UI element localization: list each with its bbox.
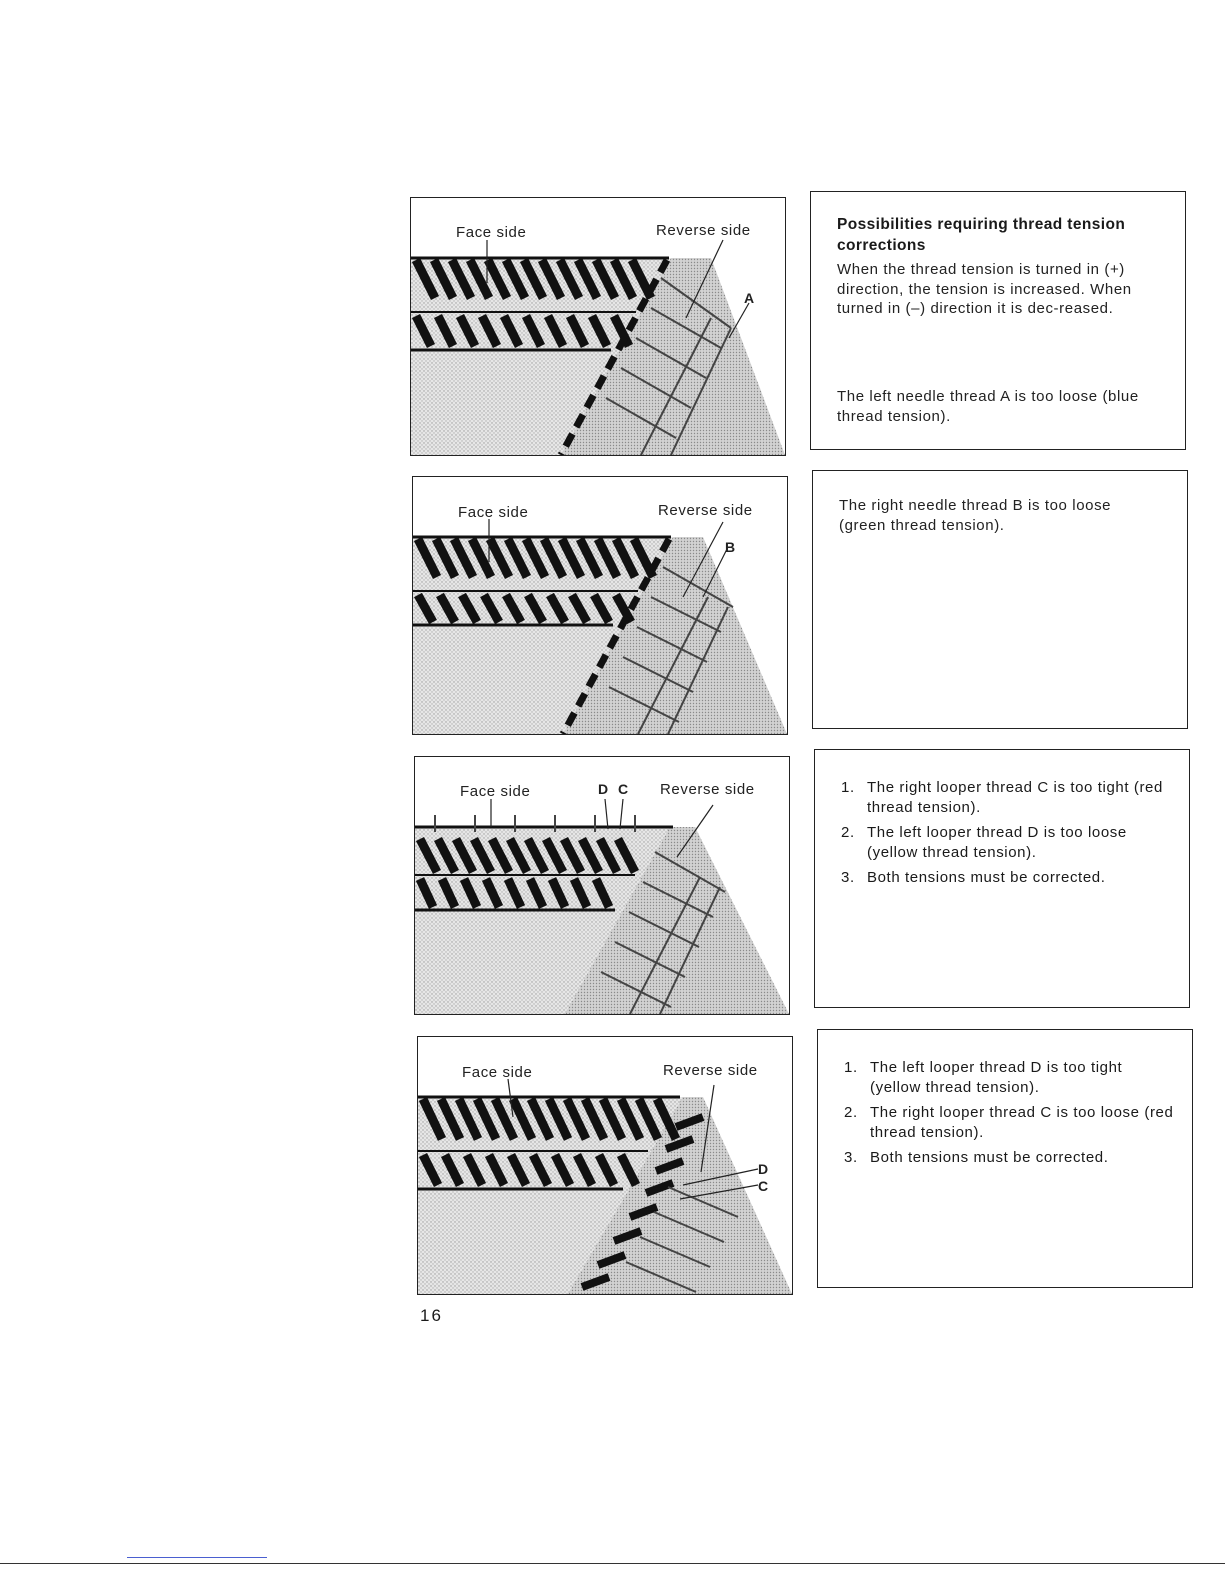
list-item — [841, 778, 1171, 817]
item-number: 3. — [841, 869, 855, 886]
bottom-rule — [0, 1563, 1225, 1564]
item-text: The right looper thread C is too tight (red thread tension). — [867, 779, 1163, 816]
face-side-label: Face side — [460, 783, 531, 800]
item-number: 2. — [844, 1104, 858, 1121]
item-number: 1. — [841, 779, 855, 796]
face-side-label: Face side — [456, 224, 527, 241]
thread-letter-d: D — [758, 1161, 769, 1177]
item-text: The left looper thread D is too tight (yellow thread tension). — [870, 1059, 1123, 1096]
reverse-side-label: Reverse side — [658, 502, 753, 519]
reverse-side-label: Reverse side — [660, 781, 755, 798]
item-number: 1. — [844, 1059, 858, 1076]
tension-info-panel-2 — [812, 470, 1188, 729]
list-item — [844, 1148, 1174, 1168]
face-side-label: Face side — [458, 504, 529, 521]
thread-letter-c: C — [758, 1178, 769, 1194]
tension-list — [841, 778, 1171, 894]
list-item — [844, 1103, 1174, 1142]
panel-note: The right needle thread B is too loose (green thread tension). — [839, 497, 1112, 534]
reverse-side-label: Reverse side — [663, 1062, 758, 1079]
thread-letter-c: C — [618, 781, 629, 797]
item-number: 2. — [841, 824, 855, 841]
reverse-side-label: Reverse side — [656, 222, 751, 239]
item-text: Both tensions must be corrected. — [870, 1149, 1109, 1166]
item-text: Both tensions must be corrected. — [867, 869, 1106, 886]
tension-info-panel-3 — [814, 749, 1190, 1008]
panel-note: The left needle thread A is too loose (blue thread tension). — [837, 388, 1139, 425]
item-number: 3. — [844, 1149, 858, 1166]
tension-info-panel-4 — [817, 1029, 1193, 1288]
stitch-figure-1 — [410, 197, 786, 456]
page-number: 16 — [420, 1306, 443, 1325]
list-item — [841, 823, 1171, 862]
item-text: The left looper thread D is too loose (yellow thread tension). — [867, 824, 1127, 861]
tension-info-panel-1 — [810, 191, 1186, 450]
list-item — [841, 868, 1171, 888]
thread-letter-a: A — [744, 290, 755, 306]
thread-letter-b: B — [725, 539, 736, 555]
stitch-figure-3 — [414, 756, 790, 1015]
thread-letter-d: D — [598, 781, 609, 797]
list-item — [844, 1058, 1174, 1097]
panel-intro: When the thread tension is turned in (+) direction, the tension is increased. When turned in (–) direction it is dec-reased. — [837, 261, 1132, 317]
face-side-label: Face side — [462, 1064, 533, 1081]
stitch-figure-4 — [417, 1036, 793, 1295]
footer-link-rule — [127, 1557, 267, 1558]
panel-heading: Possibilities requiring thread tension corrections — [837, 216, 1126, 254]
stitch-figure-2 — [412, 476, 788, 735]
tension-list — [844, 1058, 1174, 1174]
item-text: The right looper thread C is too loose (red thread tension). — [870, 1104, 1174, 1141]
